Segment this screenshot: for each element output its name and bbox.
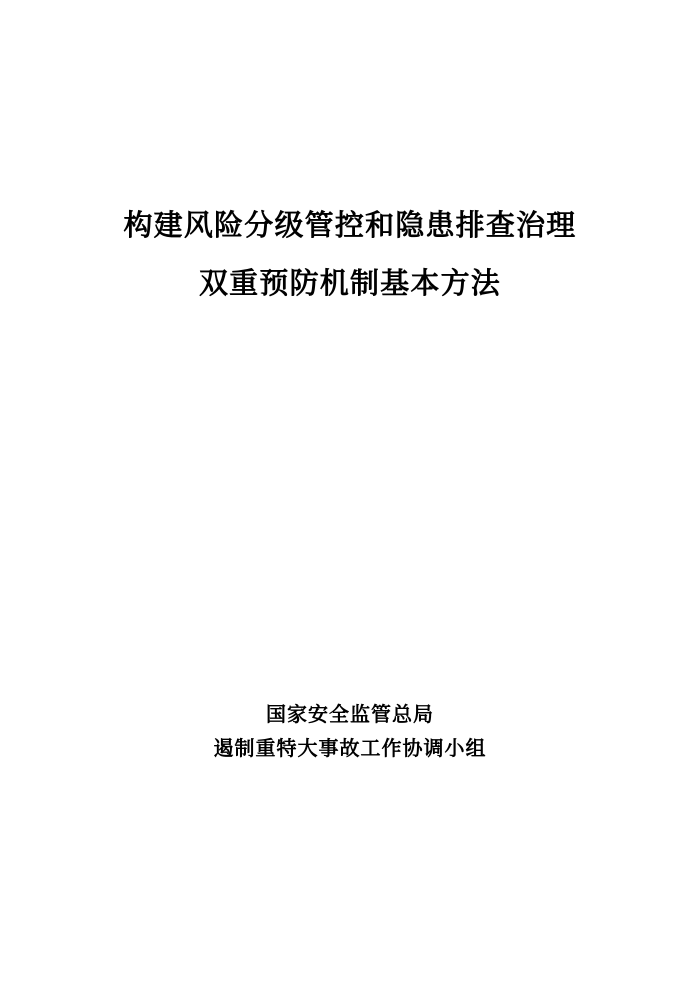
issuer-line-2: 遏制重特大事故工作协调小组 [213, 736, 487, 760]
title-line-1: 构建风险分级管控和隐患排查治理 [123, 208, 577, 242]
document-issuer [0, 697, 700, 765]
document-title [0, 196, 700, 312]
title-line-2: 双重预防机制基本方法 [198, 266, 501, 300]
issuer-line-1: 国家安全监管总局 [266, 702, 434, 726]
